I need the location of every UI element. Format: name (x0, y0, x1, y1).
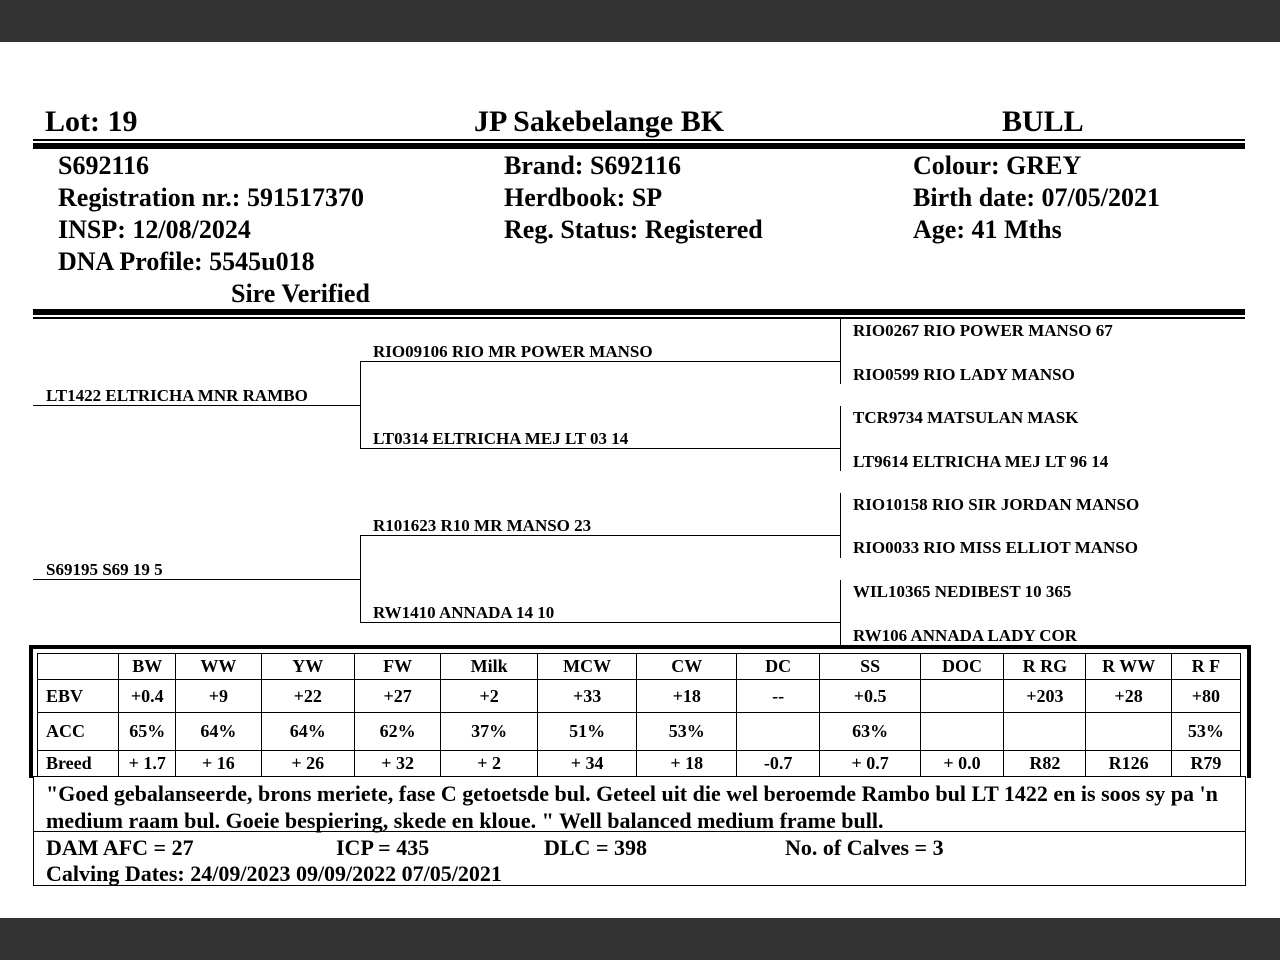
pedigree-line (360, 622, 840, 623)
animal-sex: BULL (1002, 105, 1084, 138)
ebv-cell: +2 (441, 680, 538, 713)
pedigree-ggp: TCR9734 MATSULAN MASK (853, 408, 1079, 427)
calving-dates: Calving Dates: 24/09/2023 09/09/2022 07/05/2021 (46, 861, 502, 886)
breed-cell: + 32 (354, 750, 440, 776)
acc-row (38, 713, 1241, 750)
header-divider-thin (33, 139, 1245, 141)
animal-info-left (58, 150, 364, 278)
ebv-header-cell: R WW (1086, 654, 1171, 680)
pedigree-line (360, 448, 840, 449)
icp: ICP = 435 (336, 835, 430, 860)
pedigree-dam-dam: RW1410 ANNADA 14 10 (373, 603, 555, 622)
ebv-cell: +33 (537, 680, 637, 713)
breed-row-label: Breed (38, 750, 119, 776)
breed-cell: + 34 (537, 750, 637, 776)
ebv-header-cell: BW (119, 654, 176, 680)
acc-cell: 53% (1171, 713, 1240, 750)
colour: Colour: GREY (913, 151, 1082, 180)
ebv-header-cell: MCW (537, 654, 637, 680)
calves-count: No. of Calves = 3 (785, 835, 944, 860)
ebv-cell: +18 (637, 680, 737, 713)
ebv-header-cell: SS (820, 654, 921, 680)
pedigree-ggp: LT9614 ELTRICHA MEJ LT 96 14 (853, 452, 1109, 471)
birth-date: Birth date: 07/05/2021 (913, 183, 1160, 212)
ebv-header-cell: DOC (920, 654, 1003, 680)
animal-info-right (913, 150, 1160, 246)
acc-cell: 51% (537, 713, 637, 750)
breed-cell: + 0.0 (920, 750, 1003, 776)
info-divider-thin (33, 317, 1245, 319)
ebv-cell: +80 (1171, 680, 1240, 713)
brand: Brand: S692116 (504, 151, 681, 180)
pedigree-ggp: WIL10365 NEDIBEST 10 365 (853, 582, 1072, 601)
acc-cell: 53% (637, 713, 737, 750)
ebv-cell: -- (736, 680, 819, 713)
lot-number: Lot: 19 (45, 105, 138, 138)
animal-id: S692116 (58, 151, 150, 180)
ebv-row (38, 680, 1241, 713)
ebv-cell (920, 680, 1003, 713)
breed-cell: + 18 (637, 750, 737, 776)
acc-row-label: ACC (38, 713, 119, 750)
pedigree-ggp: RIO0267 RIO POWER MANSO 67 (853, 321, 1113, 340)
ebv-cell: +9 (176, 680, 261, 713)
pedigree-dam-sire: R101623 R10 MR MANSO 23 (373, 516, 592, 535)
pedigree-connector (840, 580, 841, 645)
acc-cell: 37% (441, 713, 538, 750)
ebv-cell: +28 (1086, 680, 1171, 713)
pedigree-connector (840, 493, 841, 558)
acc-cell (1004, 713, 1086, 750)
pedigree-connector (840, 319, 841, 384)
ebv-cell: +27 (354, 680, 440, 713)
ebv-header-cell: WW (176, 654, 261, 680)
pedigree-ggp: RIO0599 RIO LADY MANSO (853, 365, 1075, 384)
breed-row (38, 750, 1241, 776)
ebv-header-cell: CW (637, 654, 737, 680)
dlc: DLC = 398 (544, 835, 647, 860)
pedigree-ggp: RIO10158 RIO SIR JORDAN MANSO (853, 495, 1140, 514)
pedigree-connector (840, 406, 841, 471)
ebv-cell: +22 (261, 680, 354, 713)
ebv-header-cell: Milk (441, 654, 538, 680)
registration-number: Registration nr.: 591517370 (58, 183, 364, 212)
breeder-name: JP Sakebelange BK (474, 105, 725, 138)
pedigree-connector (360, 362, 361, 449)
pedigree-line (33, 579, 360, 580)
registration-status: Reg. Status: Registered (504, 215, 763, 244)
acc-cell (736, 713, 819, 750)
herdbook: Herdbook: SP (504, 183, 663, 212)
ebv-cell: +0.4 (119, 680, 176, 713)
ebv-header-cell: FW (354, 654, 440, 680)
bottom-frame-bar (0, 918, 1280, 960)
age: Age: 41 Mths (913, 215, 1062, 244)
sire-verified: Sire Verified (231, 279, 370, 308)
dam-afc: DAM AFC = 27 (46, 835, 194, 860)
breed-cell: R82 (1004, 750, 1086, 776)
pedigree-connector (360, 536, 361, 623)
breed-cell: + 16 (176, 750, 261, 776)
pedigree-line (33, 405, 360, 406)
inspection-date: INSP: 12/08/2024 (58, 215, 251, 244)
ebv-row-label: EBV (38, 680, 119, 713)
pedigree-sire-dam: LT0314 ELTRICHA MEJ LT 03 14 (373, 429, 629, 448)
dna-profile: DNA Profile: 5545u018 (58, 247, 315, 276)
pedigree-ggp: RIO0033 RIO MISS ELLIOT MANSO (853, 538, 1138, 557)
acc-cell (1086, 713, 1171, 750)
breed-cell: R126 (1086, 750, 1171, 776)
ebv-header-cell: R F (1171, 654, 1240, 680)
pedigree-line (360, 535, 840, 536)
acc-cell: 64% (261, 713, 354, 750)
ebv-header-cell (38, 654, 119, 680)
breed-cell: R79 (1171, 750, 1240, 776)
pedigree-dam: S69195 S69 19 5 (46, 560, 163, 579)
info-divider-thick (33, 309, 1245, 315)
pedigree-line (360, 361, 840, 362)
acc-cell: 64% (176, 713, 261, 750)
breed-cell: + 2 (441, 750, 538, 776)
acc-cell: 62% (354, 713, 440, 750)
comment-text: "Goed gebalanseerde, brons meriete, fase C getoetsde bul. Geteel uit die wel beroemde Rambo bul LT 1422 en is soos sy pa 'n medium raam bul. Goeie bespiering, skede en kloue. " Well balanced medium frame bull. (46, 781, 1218, 833)
acc-cell: 63% (820, 713, 921, 750)
breed-cell: -0.7 (736, 750, 819, 776)
ebv-header-cell: DC (736, 654, 819, 680)
breed-cell: + 1.7 (119, 750, 176, 776)
ebv-cell: +0.5 (820, 680, 921, 713)
ebv-cell: +203 (1004, 680, 1086, 713)
breed-cell: + 26 (261, 750, 354, 776)
ebv-header-cell: YW (261, 654, 354, 680)
top-frame-bar (0, 0, 1280, 42)
pedigree-sire: LT1422 ELTRICHA MNR RAMBO (46, 386, 308, 405)
ebv-header-row (38, 654, 1241, 680)
pedigree-ggp: RW106 ANNADA LADY COR (853, 626, 1078, 645)
breed-cell: + 0.7 (820, 750, 921, 776)
ebv-header-cell: R RG (1004, 654, 1086, 680)
acc-cell: 65% (119, 713, 176, 750)
acc-cell (920, 713, 1003, 750)
pedigree-sire-sire: RIO09106 RIO MR POWER MANSO (373, 342, 653, 361)
header-divider-thick (33, 143, 1245, 149)
ebv-table (37, 653, 1241, 777)
animal-info-middle (504, 150, 763, 246)
